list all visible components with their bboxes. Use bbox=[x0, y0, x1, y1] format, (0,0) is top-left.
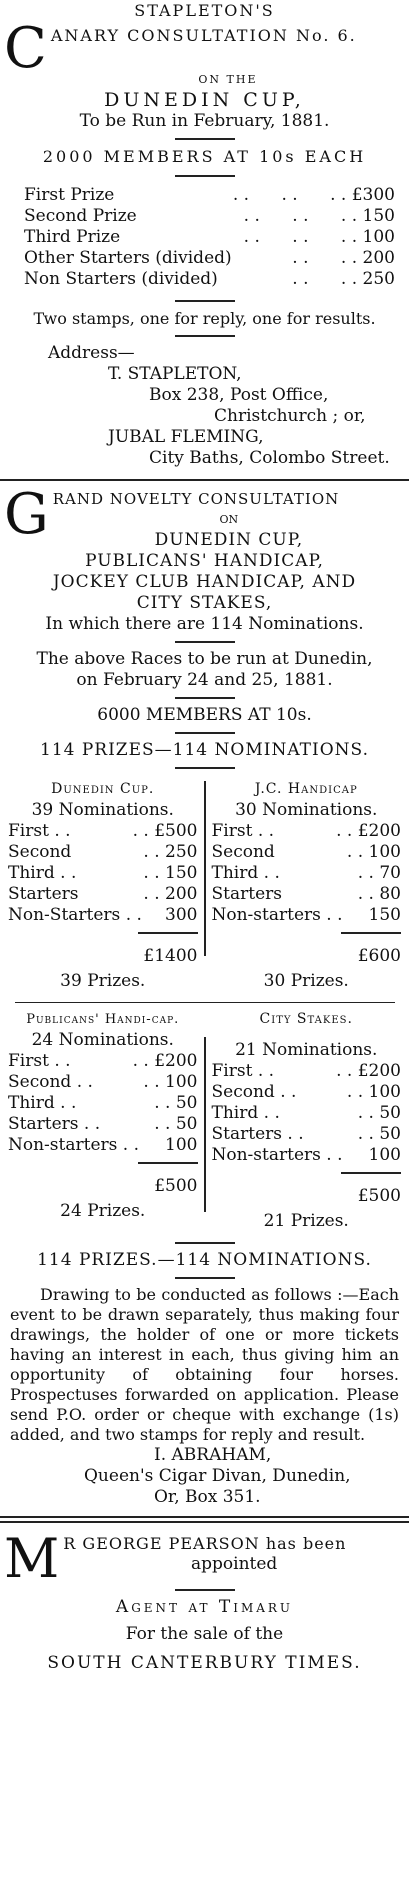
prize-row bbox=[4, 206, 405, 227]
ad2-race-line: PUBLICANS' HANDICAP, bbox=[85, 551, 324, 571]
row-label: First . . bbox=[211, 1061, 275, 1081]
prize-tables-row-1 bbox=[4, 779, 405, 992]
table-total: £500 bbox=[154, 1176, 198, 1196]
table-nominations: 24 Nominations. bbox=[31, 1030, 174, 1050]
row-label: Second . . bbox=[8, 1072, 93, 1092]
ad1-title-rest: ANARY CONSULTATION No. 6. bbox=[50, 26, 357, 45]
row-amount: 250 bbox=[165, 842, 198, 862]
row-label: Starters . . bbox=[8, 1114, 101, 1134]
total-rule bbox=[341, 932, 401, 934]
table-title: Publicans' Handi-cap. bbox=[26, 1012, 180, 1027]
row-label: Starters bbox=[211, 884, 282, 904]
row-amount: £500 bbox=[154, 821, 198, 841]
ad3-line-1: R GEORGE PEARSON has been bbox=[63, 1534, 347, 1553]
prize-amount: 150 bbox=[362, 206, 395, 226]
table-row bbox=[212, 842, 402, 863]
row-amount: £200 bbox=[357, 821, 401, 841]
row-amount: 150 bbox=[368, 905, 401, 925]
address-line: Christchurch ; or, bbox=[214, 406, 366, 426]
prize-table-dunedin-cup bbox=[4, 779, 202, 992]
leader-dots: . . . . . . bbox=[243, 227, 358, 247]
prize-row bbox=[4, 269, 405, 290]
table-title: City Stakes. bbox=[259, 1011, 353, 1027]
ad1-address-lines bbox=[4, 364, 405, 469]
divider bbox=[175, 641, 235, 643]
section-double-rule bbox=[0, 1516, 409, 1523]
ad1-run: To be Run in February, 1881. bbox=[79, 111, 330, 131]
ad1-dropcap: C bbox=[4, 16, 47, 81]
row-label: Non-starters . . bbox=[211, 905, 343, 925]
row-amount: 100 bbox=[368, 1145, 401, 1165]
prize-table-jc-handicap bbox=[208, 779, 406, 992]
total-rule bbox=[138, 932, 198, 934]
leader-dots: . . bbox=[357, 884, 374, 904]
prize-table-publicans-handicap bbox=[4, 1009, 202, 1232]
row-amount: £200 bbox=[154, 1051, 198, 1071]
prize-table-city-stakes bbox=[208, 1009, 406, 1232]
ad2-race-line: DUNEDIN CUP, bbox=[154, 530, 304, 550]
table-row bbox=[8, 905, 198, 926]
divider bbox=[175, 1277, 235, 1279]
leader-dots: . . bbox=[154, 1093, 171, 1113]
table-row bbox=[8, 1114, 198, 1135]
row-label: Second bbox=[211, 842, 275, 862]
ad2-races-2: on February 24 and 25, 1881. bbox=[76, 670, 333, 690]
row-label: Third . . bbox=[8, 1093, 77, 1113]
ad2-sig-line-3: Or, Box 351. bbox=[154, 1487, 261, 1507]
pearson-advertisement bbox=[0, 1527, 409, 1674]
ad2-prizes-foot: 114 PRIZES.—114 NOMINATIONS. bbox=[37, 1250, 372, 1270]
row-label: Non-starters . . bbox=[211, 1145, 343, 1165]
row-label: Second bbox=[8, 842, 72, 862]
row-amount: £200 bbox=[357, 1061, 401, 1081]
leader-dots: . . bbox=[346, 1082, 364, 1102]
ad1-header: STAPLETON'S bbox=[134, 1, 275, 20]
row-label: Third . . bbox=[8, 863, 77, 883]
table-row bbox=[212, 884, 402, 905]
row-label: Third . . bbox=[211, 863, 280, 883]
leader-dots: . . bbox=[143, 842, 160, 862]
ad3-title bbox=[4, 1527, 405, 1590]
leader-dots: . . . . . . bbox=[232, 185, 347, 205]
table-prizes: 21 Prizes. bbox=[263, 1211, 349, 1231]
table-row bbox=[212, 1061, 402, 1082]
row-label: Non-Starters . . bbox=[8, 905, 142, 925]
ad1-cup: DUNEDIN CUP, bbox=[104, 89, 305, 111]
table-row bbox=[8, 1072, 198, 1093]
section-rule bbox=[0, 479, 409, 481]
prize-row bbox=[4, 185, 405, 206]
row-amount: 150 bbox=[165, 863, 198, 883]
ad2-race-line: CITY STAKES, bbox=[136, 593, 273, 613]
row-amount: 100 bbox=[368, 1082, 401, 1102]
table-total: £500 bbox=[357, 1186, 401, 1206]
prize-amount: £300 bbox=[351, 185, 395, 205]
table-row bbox=[8, 1051, 198, 1072]
table-prizes: 24 Prizes. bbox=[60, 1201, 146, 1221]
divider bbox=[175, 175, 235, 177]
row-amount: 50 bbox=[175, 1114, 198, 1134]
prize-tables-row-2 bbox=[4, 1009, 405, 1232]
table-row bbox=[8, 863, 198, 884]
prize-row bbox=[4, 248, 405, 269]
leader-dots: . . bbox=[154, 1114, 171, 1134]
row-label: Starters . . bbox=[211, 1124, 304, 1144]
row-amount: 70 bbox=[379, 863, 401, 883]
ad3-dropcap: M bbox=[4, 1527, 60, 1590]
leader-dots: . . bbox=[336, 1061, 353, 1081]
divider bbox=[15, 1002, 395, 1003]
row-label: Starters bbox=[8, 884, 79, 904]
divider bbox=[175, 732, 235, 734]
divider bbox=[175, 1589, 235, 1591]
leader-dots: . . bbox=[357, 863, 374, 883]
row-amount: 200 bbox=[165, 884, 198, 904]
ad1-stamps: Two stamps, one for reply, one for results. bbox=[33, 309, 376, 328]
prize-label: Non Starters (divided) bbox=[24, 269, 218, 289]
row-amount: 50 bbox=[175, 1093, 198, 1113]
leader-dots: . . . . bbox=[292, 248, 358, 268]
table-row bbox=[212, 1145, 402, 1166]
abraham-advertisement bbox=[0, 482, 409, 1508]
row-label: First . . bbox=[8, 1051, 71, 1071]
leader-dots: . . bbox=[143, 884, 160, 904]
table-title: Dunedin Cup. bbox=[51, 781, 155, 797]
leader-dots: . . bbox=[346, 842, 364, 862]
prize-amount: 100 bbox=[362, 227, 395, 247]
ad1-members: 2000 MEMBERS AT 10s EACH bbox=[42, 147, 367, 166]
ad2-sig-line-2: Queen's Cigar Divan, Dunedin, bbox=[84, 1466, 351, 1486]
ad2-on: ON bbox=[219, 513, 239, 526]
divider bbox=[175, 697, 235, 699]
row-label: First . . bbox=[8, 821, 71, 841]
address-line: City Baths, Colombo Street. bbox=[149, 448, 390, 468]
prize-label: Second Prize bbox=[24, 206, 137, 226]
address-line: Box 238, Post Office, bbox=[149, 385, 329, 405]
leader-dots: . . . . bbox=[292, 269, 358, 289]
ad3-for-sale: For the sale of the bbox=[125, 1624, 284, 1644]
table-row bbox=[8, 1093, 198, 1114]
leader-dots: . . bbox=[143, 863, 160, 883]
ad1-on-the: ON THE bbox=[198, 73, 258, 86]
leader-dots: . . bbox=[143, 1072, 160, 1092]
row-amount: 50 bbox=[379, 1103, 401, 1123]
divider bbox=[175, 300, 235, 302]
ad1-address-label: Address— bbox=[48, 343, 135, 363]
row-amount: 300 bbox=[165, 905, 198, 925]
table-title: J.C. Handicap bbox=[254, 781, 358, 797]
prize-label: Other Starters (divided) bbox=[24, 248, 232, 268]
row-amount: 100 bbox=[165, 1135, 198, 1155]
row-label: Second . . bbox=[211, 1082, 297, 1102]
table-nominations: 39 Nominations. bbox=[31, 800, 174, 820]
total-rule bbox=[138, 1162, 198, 1164]
row-amount: 50 bbox=[379, 1124, 401, 1144]
prize-amount: 250 bbox=[362, 269, 395, 289]
total-rule bbox=[341, 1172, 401, 1174]
leader-dots: . . bbox=[336, 821, 353, 841]
ad2-races-1: The above Races to be run at Dunedin, bbox=[36, 649, 373, 669]
ad2-signature: I. ABRAHAM, bbox=[154, 1445, 272, 1465]
prize-row bbox=[4, 227, 405, 248]
divider bbox=[175, 335, 235, 337]
row-label: First . . bbox=[211, 821, 275, 841]
table-nominations: 21 Nominations. bbox=[235, 1040, 378, 1060]
ad2-title-rest: RAND NOVELTY CONSULTATION bbox=[52, 490, 340, 508]
table-row bbox=[212, 1124, 402, 1145]
table-total: £600 bbox=[357, 946, 401, 966]
row-label: Third . . bbox=[211, 1103, 280, 1123]
address-line: T. STAPLETON, bbox=[108, 364, 242, 384]
table-row bbox=[212, 1103, 402, 1124]
address-line: JUBAL FLEMING, bbox=[108, 427, 264, 447]
row-label: Non-starters . . bbox=[8, 1135, 139, 1155]
table-row bbox=[8, 1135, 198, 1156]
ad3-line-2: appointed bbox=[191, 1554, 278, 1574]
table-row bbox=[212, 821, 402, 842]
table-row bbox=[212, 1082, 402, 1103]
prize-label: Third Prize bbox=[24, 227, 121, 247]
ad2-nominations: In which there are 114 Nominations. bbox=[45, 614, 364, 634]
column-separator bbox=[204, 781, 206, 956]
divider bbox=[175, 1242, 235, 1244]
divider bbox=[175, 767, 235, 769]
ad2-race-line: JOCKEY CLUB HANDICAP, AND bbox=[52, 572, 357, 592]
table-prizes: 39 Prizes. bbox=[60, 971, 146, 991]
ad1-prize-list bbox=[4, 185, 405, 290]
leader-dots: . . . . . . bbox=[243, 206, 358, 226]
table-row bbox=[212, 905, 402, 926]
ad2-body-text: Drawing to be conducted as follows :—Each event to be drawn separately, thus making four drawings, the holder of one or more tickets having an interest in each, thus giving him an opportunity of obtaining four horses. Prospectuses forwarded on application. Please send P.O. order or cheque with exchange (1s) added, and two stamps for reply and result. bbox=[10, 1285, 399, 1444]
column-separator bbox=[204, 1037, 206, 1212]
leader-dots: . . bbox=[132, 821, 149, 841]
stapleton-advertisement bbox=[0, 0, 409, 469]
table-prizes: 30 Prizes. bbox=[263, 971, 349, 991]
table-row bbox=[8, 842, 198, 863]
ad2-prizes-head: 114 PRIZES—114 NOMINATIONS. bbox=[40, 740, 369, 760]
ad2-dropcap: G bbox=[4, 482, 49, 547]
ad3-paper: SOUTH CANTERBURY TIMES. bbox=[47, 1653, 362, 1673]
ad2-members: 6000 MEMBERS AT 10s. bbox=[97, 705, 312, 725]
row-amount: 100 bbox=[165, 1072, 198, 1092]
leader-dots: . . bbox=[357, 1103, 374, 1123]
table-nominations: 30 Nominations. bbox=[235, 800, 378, 820]
prize-amount: 200 bbox=[362, 248, 395, 268]
table-row bbox=[8, 884, 198, 905]
table-row bbox=[8, 821, 198, 842]
table-total: £1400 bbox=[143, 946, 198, 966]
prize-label: First Prize bbox=[24, 185, 115, 205]
leader-dots: . . bbox=[132, 1051, 149, 1071]
ad3-agent: Agent at Timaru bbox=[115, 1597, 294, 1617]
row-amount: 100 bbox=[368, 842, 401, 862]
table-row bbox=[212, 863, 402, 884]
row-amount: 80 bbox=[379, 884, 401, 904]
divider bbox=[175, 138, 235, 140]
leader-dots: . . bbox=[357, 1124, 374, 1144]
